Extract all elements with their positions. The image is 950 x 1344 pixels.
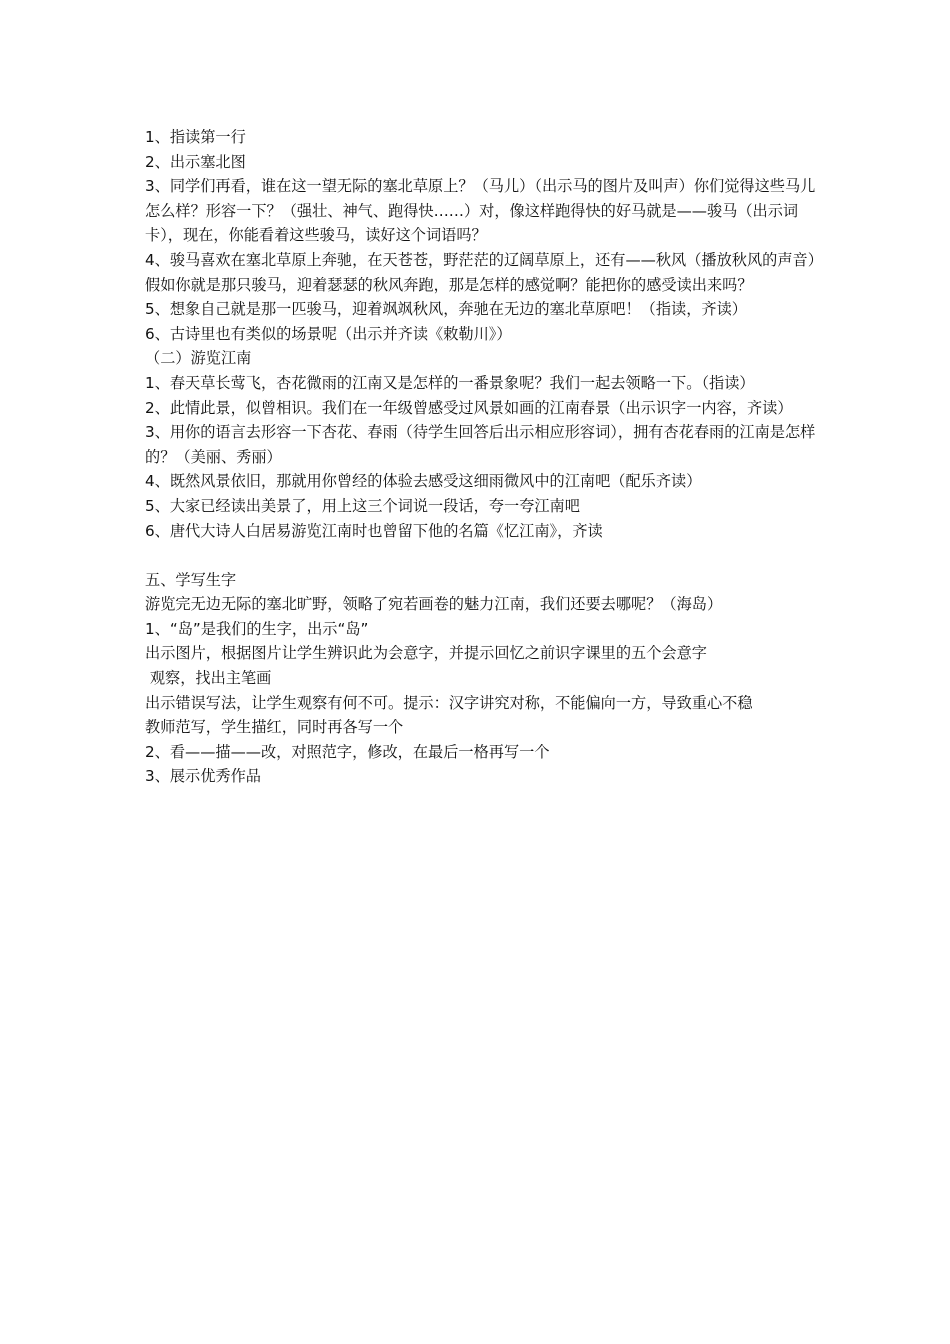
paragraph: 游览完无边无际的塞北旷野，领略了宛若画卷的魅力江南，我们还要去哪呢？（海岛） — [145, 595, 723, 614]
paragraph: 5、大家已经读出美景了，用上这三个词说一段话，夸一夸江南吧 — [145, 496, 580, 515]
blank-line — [145, 543, 817, 568]
paragraph: 观察，找出主笔画 — [145, 669, 272, 688]
paragraph: 1、春天草长莺飞，杏花微雨的江南又是怎样的一番景象呢？我们一起去领略一下。（指读） — [145, 373, 755, 392]
paragraph: 3、展示优秀作品 — [145, 767, 261, 786]
paragraph: 出示图片，根据图片让学生辨识此为会意字，并提示回忆之前识字课里的五个会意字 — [145, 644, 707, 663]
paragraph: 2、出示塞北图 — [145, 152, 246, 171]
paragraph: 6、古诗里也有类似的场景呢（出示并齐读《敕勒川》） — [145, 324, 512, 343]
section-heading: 五、学写生字 — [145, 570, 237, 589]
paragraph: 1、指读第一行 — [145, 128, 246, 146]
paragraph: 6、唐代大诗人白居易游览江南时也曾留下他的名篇《忆江南》，齐读 — [145, 521, 603, 540]
document-body — [145, 125, 817, 789]
section-heading: （二）游览江南 — [145, 349, 252, 368]
paragraph: 教师范写，学生描红，同时再各写一个 — [145, 718, 404, 737]
paragraph: 出示错误写法，让学生观察有何不可。提示：汉字讲究对称，不能偏向一方，导致重心不稳 — [145, 693, 753, 712]
paragraph: 1、“岛”是我们的生字，出示“岛” — [145, 619, 369, 638]
paragraph: 4、骏马喜欢在塞北草原上奔驰，在天苍苍，野茫茫的辽阔草原上，还有——秋风（播放秋风的声音）假如你就是那只骏马，迎着瑟瑟的秋风奔跑，那是怎样的感觉啊？能把你的感受读出来吗？ — [145, 250, 816, 294]
paragraph: 3、用你的语言去形容一下杏花、春雨（待学生回答后出示相应形容词），拥有杏花春雨的江南是怎样的？（美丽、秀丽） — [145, 423, 816, 466]
paragraph: 2、看——描——改，对照范字，修改，在最后一格再写一个 — [145, 742, 550, 761]
paragraph: 3、同学们再看，谁在这一望无际的塞北草原上？（马儿）（出示马的图片及叫声）你们觉得这些马儿怎么样？形容一下？（强壮、神气、跑得快……）对，像这样跑得快的好马就是——骏马（出示词卡），现在，你能看着这些骏马，读好这个词语吗？ — [145, 177, 816, 245]
paragraph: 4、既然风景依旧，那就用你曾经的体验去感受这细雨微风中的江南吧（配乐齐读） — [145, 472, 702, 491]
paragraph: 2、此情此景，似曾相识。我们在一年级曾感受过风景如画的江南春景（出示识字一内容，齐读） — [145, 398, 793, 417]
paragraph: 5、想象自己就是那一匹骏马，迎着飒飒秋风，奔驰在无边的塞北草原吧！（指读，齐读） — [145, 300, 747, 319]
